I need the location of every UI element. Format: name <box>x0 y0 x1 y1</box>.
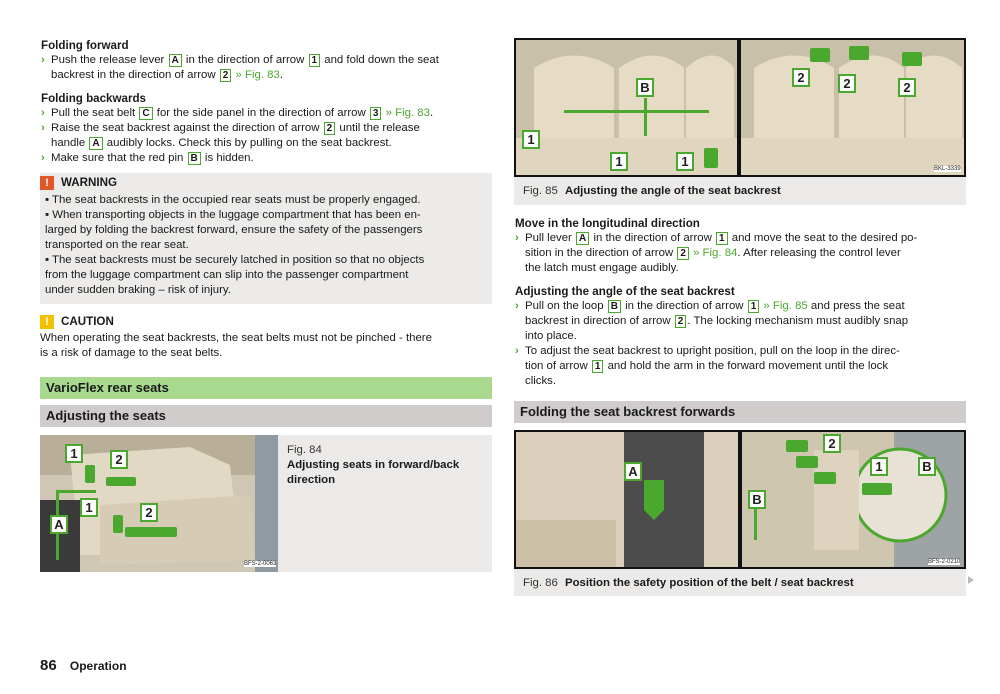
fig-84-image <box>40 435 278 572</box>
fig86-label-b2: B <box>918 457 936 476</box>
fig85-label-b: B <box>636 78 654 97</box>
fig-85-caption-text <box>523 184 781 199</box>
text: and hold the arm in the forward movement until the lock <box>607 360 889 372</box>
warning-line: transported on the rear seat. <box>45 239 189 251</box>
warning-line: from the luggage compartment can slip into the passenger compartment <box>45 269 409 281</box>
fig86-label-1: 1 <box>870 457 888 476</box>
text: Make sure that the red pin <box>51 152 184 164</box>
text: . The locking mechanism must audibly snap <box>687 315 909 327</box>
fig-86-image <box>514 430 966 569</box>
angle-step-1c: into place. <box>525 330 577 342</box>
arrow-up-icon <box>85 465 95 483</box>
angle-step-2b <box>515 359 965 374</box>
text: audibly locks. Check this by pulling on the seat backrest. <box>106 137 392 149</box>
label-b-tag: B <box>608 300 621 313</box>
text: Pull lever <box>525 232 572 244</box>
text: in the direction of arrow <box>185 54 305 66</box>
warning-title: WARNING <box>61 176 118 189</box>
warning-line: larged by folding the backrest forward, ensure the safety of the passengers <box>45 224 423 236</box>
caution-line: When operating the seat backrests, the seat belts must not be pinched - there <box>40 332 432 344</box>
arrow-curve-icon <box>814 472 836 484</box>
text: . After releasing the control lever <box>737 247 901 259</box>
arrow-curve-icon <box>849 46 869 60</box>
arrow-curve-icon <box>796 456 818 468</box>
fig86-label-b: B <box>748 490 766 509</box>
text: is hidden. <box>204 152 254 164</box>
step-chevron-icon: › <box>41 107 45 119</box>
fig-85-number: Fig. 85 <box>523 185 558 197</box>
fig-85-caption-title: Adjusting the angle of the seat backrest <box>565 185 781 197</box>
fig85-label-1c: 1 <box>676 152 694 171</box>
caution-title: CAUTION <box>61 315 114 328</box>
label-a-tag: A <box>89 137 102 150</box>
fold-backrest-title-bar: Folding the seat backrest forwards <box>514 401 966 423</box>
text: until the release <box>339 122 420 134</box>
footer-section: Operation <box>69 659 127 673</box>
fig-83-link[interactable]: » Fig. 83 <box>385 107 430 119</box>
move-heading: Move in the longitudinal direction <box>515 217 700 230</box>
fig84-label-a: A <box>50 515 68 534</box>
belt-backrest-illustration <box>514 430 966 569</box>
folding-backwards-section <box>41 92 493 166</box>
angle-step-2c: clicks. <box>525 375 557 387</box>
label-a-tag: A <box>169 54 182 67</box>
fig-83-link[interactable]: » Fig. 83 <box>235 69 280 81</box>
text: for the side panel in the direction of arrow <box>156 107 366 119</box>
adjust-angle-section <box>515 285 965 389</box>
folding-backwards-step-2 <box>41 121 493 136</box>
section-title-bar: VarioFlex rear seats <box>40 377 492 399</box>
folding-backwards-heading: Folding backwards <box>41 92 147 105</box>
warning-line: ▪ When transporting objects in the luggage compartment that has been en- <box>45 209 421 221</box>
fig-84-caption <box>278 435 492 572</box>
move-longitudinal-section <box>515 217 965 276</box>
arrow-left-icon <box>862 483 892 495</box>
warning-line: ▪ The seat backrests must be securely latched in position so that no objects <box>45 254 425 266</box>
step-chevron-icon: › <box>41 122 45 134</box>
warning-icon: ! <box>40 176 54 190</box>
arrow-3-tag: 3 <box>370 107 382 120</box>
angle-heading: Adjusting the angle of the seat backrest <box>515 285 735 298</box>
arrow-1-tag: 1 <box>748 300 760 313</box>
text: Raise the seat backrest against the direction of arrow <box>51 122 320 134</box>
page-number: 86 <box>40 657 57 674</box>
folding-backwards-step-3 <box>41 151 493 166</box>
text: sition in the direction of arrow <box>525 247 674 259</box>
subsection-title-bar: Adjusting the seats <box>40 405 492 427</box>
text: tion of arrow <box>525 360 588 372</box>
caution-icon: ! <box>40 315 54 329</box>
text: and fold down the seat <box>324 54 439 66</box>
arrow-left-right-icon <box>125 527 177 537</box>
fig85-label-2: 2 <box>792 68 810 87</box>
folding-forward-step-1b <box>41 68 493 83</box>
figure-code: BKL-3339 <box>934 166 961 172</box>
step-chevron-icon: › <box>515 232 519 244</box>
fig85-label-2c: 2 <box>898 78 916 97</box>
warning-line: ▪ The seat backrests in the occupied rear seats must be properly engaged. <box>45 194 421 206</box>
fig-84-number: Fig. 84 <box>287 444 322 456</box>
folding-backwards-step-1 <box>41 106 493 121</box>
fig84-label-2b: 2 <box>140 503 158 522</box>
fig-84-caption-line1: Adjusting seats in forward/back <box>287 459 460 471</box>
text: and move the seat to the desired po- <box>731 232 918 244</box>
angle-step-1b <box>515 314 965 329</box>
arrow-left-right-icon <box>106 477 136 486</box>
fig86-label-a: A <box>624 462 642 481</box>
fig-84-caption-line2: direction <box>287 474 336 486</box>
fig85-label-1: 1 <box>522 130 540 149</box>
fig85-label-2b: 2 <box>838 74 856 93</box>
warning-box <box>40 173 492 304</box>
text: in the direction of arrow <box>593 232 712 244</box>
arrow-up-icon <box>113 515 123 533</box>
text: To adjust the seat backrest to upright position, pull on the loop in the direc- <box>525 345 900 357</box>
arrow-down-icon <box>704 148 718 168</box>
fig-86-caption-text <box>523 576 854 591</box>
text: . <box>429 107 434 119</box>
step-chevron-icon: › <box>515 345 519 357</box>
page-footer <box>40 657 127 674</box>
folding-forward-section <box>41 39 493 83</box>
text: Pull the seat belt <box>51 107 136 119</box>
caution-line: is a risk of damage to the seat belts. <box>40 347 223 359</box>
arrow-2-tag: 2 <box>220 69 232 82</box>
label-a-tag: A <box>576 232 589 245</box>
fig86-label-2: 2 <box>823 434 841 453</box>
arrow-curve-icon <box>810 48 830 62</box>
figure-code: BFS-2-0210 <box>928 559 961 565</box>
folding-backwards-step-2b <box>41 136 493 151</box>
folding-forward-heading: Folding forward <box>41 39 129 52</box>
fig-86-caption-title: Position the safety position of the belt / seat backrest <box>565 577 854 589</box>
step-chevron-icon: › <box>515 300 519 312</box>
arrow-2-tag: 2 <box>324 122 336 135</box>
text: and press the seat <box>810 300 905 312</box>
arrow-1-tag: 1 <box>592 360 604 373</box>
folding-forward-step-1 <box>41 53 493 68</box>
text: backrest in direction of arrow <box>525 315 671 327</box>
move-step-1c: the latch must engage audibly. <box>525 262 679 274</box>
text: backrest in the direction of arrow <box>51 69 216 81</box>
move-step-1 <box>515 231 965 246</box>
fig-84-caption-text <box>287 443 459 488</box>
fig-85-image <box>514 38 966 177</box>
continue-arrow-icon <box>968 576 974 584</box>
arrow-2-tag: 2 <box>675 315 687 328</box>
fig-84-link[interactable]: » Fig. 84 <box>693 247 738 259</box>
backrest-angle-illustration <box>514 38 966 177</box>
fig84-label-1b: 1 <box>80 498 98 517</box>
text: Pull on the loop <box>525 300 604 312</box>
step-chevron-icon: › <box>41 54 45 66</box>
arrow-1-tag: 1 <box>716 232 728 245</box>
text: in the direction of arrow <box>625 300 744 312</box>
arrow-1-tag: 1 <box>309 54 321 67</box>
text: Push the release lever <box>51 54 165 66</box>
arrow-2-tag: 2 <box>677 247 689 260</box>
text: . <box>279 69 284 81</box>
label-b-tag: B <box>188 152 201 165</box>
label-c-tag: C <box>139 107 152 120</box>
caution-text <box>40 331 492 361</box>
move-step-1b <box>515 246 965 261</box>
fig-86-number: Fig. 86 <box>523 577 558 589</box>
warning-line: under sudden braking – risk of injury. <box>45 284 231 296</box>
fig84-label-1: 1 <box>65 444 83 463</box>
fig-86-caption <box>514 569 966 596</box>
fig-85-caption <box>514 177 966 205</box>
fig84-label-2: 2 <box>110 450 128 469</box>
step-chevron-icon: › <box>41 152 45 164</box>
warning-text <box>45 193 490 298</box>
text: handle <box>51 137 86 149</box>
fig85-label-1b: 1 <box>610 152 628 171</box>
angle-step-1 <box>515 299 965 314</box>
arrow-curve-icon <box>902 52 922 66</box>
angle-step-2 <box>515 344 965 359</box>
figure-code: BFS-2-0063 <box>244 561 277 567</box>
fig-85-link[interactable]: » Fig. 85 <box>763 300 808 312</box>
arrow-curve-icon <box>786 440 808 452</box>
